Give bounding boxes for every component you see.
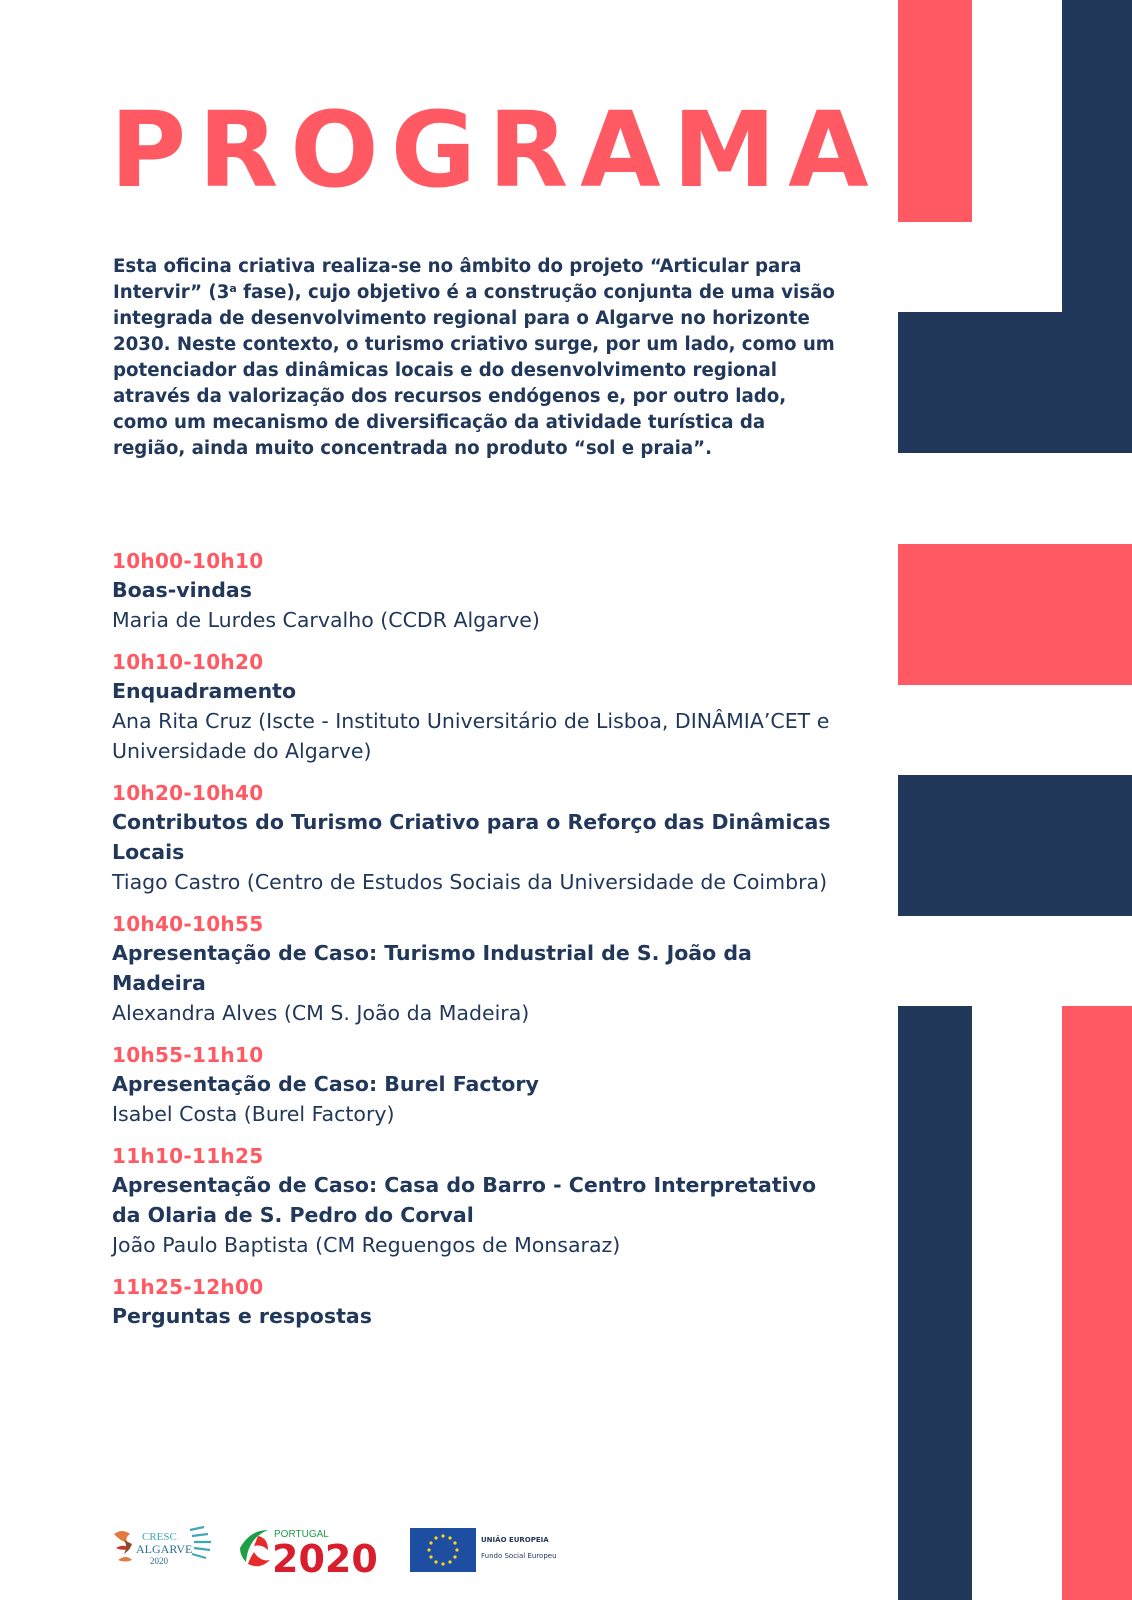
schedule-item xyxy=(112,649,847,766)
portugal-year: 2020 xyxy=(272,1537,378,1574)
session-time: 10h20-10h40 xyxy=(112,781,264,805)
session-time: 10h40-10h55 xyxy=(112,912,264,936)
session-title: Apresentação de Caso: Casa do Barro - Centro Interpretativo da Olaria de S. Pedro do Corval xyxy=(112,1173,817,1227)
session-title: Boas-vindas xyxy=(112,578,252,602)
eu-logo xyxy=(410,1528,560,1572)
decor-bar-coral-top xyxy=(898,0,972,222)
schedule-item xyxy=(112,780,847,897)
decor-bar-navy-top-horizontal xyxy=(898,312,1132,453)
session-speaker: Isabel Costa (Burel Factory) xyxy=(112,1102,395,1126)
schedule-item xyxy=(112,1274,847,1331)
cresc-line2: ALGARVE xyxy=(136,1542,193,1556)
schedule-item xyxy=(112,548,847,635)
portugal-label: PORTUGAL xyxy=(274,1529,329,1540)
session-time: 11h25-12h00 xyxy=(112,1275,264,1299)
schedule-item xyxy=(112,1143,847,1260)
cresc-algarve-logo xyxy=(112,1526,212,1572)
session-speaker: Tiago Castro (Centro de Estudos Sociais da Universidade de Coimbra) xyxy=(112,870,828,894)
intro-superscript: a xyxy=(229,282,237,295)
portugal-2020-mark-icon xyxy=(240,1530,270,1566)
intro-text-part1: Esta oficina criativa realiza-se no âmbito do projeto “Articular para Intervir” (3 xyxy=(113,256,802,303)
session-speaker: Alexandra Alves (CM S. João da Madeira) xyxy=(112,1001,530,1025)
session-time: 10h55-11h10 xyxy=(112,1043,264,1067)
cresc-line1: CRESC xyxy=(142,1531,177,1543)
session-speaker: Maria de Lurdes Carvalho (CCDR Algarve) xyxy=(112,608,540,632)
session-time: 11h10-11h25 xyxy=(112,1144,264,1168)
eu-name: UNIÃO EUROPEIA xyxy=(481,1536,549,1544)
schedule-item xyxy=(112,911,847,1028)
decor-bar-coral-bottom xyxy=(1062,1006,1132,1600)
decor-bar-coral-middle xyxy=(898,544,1132,685)
session-title: Perguntas e respostas xyxy=(112,1304,372,1328)
intro-text-part2: fase), cujo objetivo é a construção conjunta de uma visão integrada de desenvolvimento regional para o Algarve no horizonte 2030. Neste contexto, o turismo criativo surge, por um lado, como um potenciador das dinâmicas locais e do desenvolvimento regional através da valorização dos recursos endógenos e, por outro lado, como um mecanismo de diversificação da atividade turística da região, ainda muito concentrada no produto “sol e praia”. xyxy=(113,282,835,459)
session-title: Enquadramento xyxy=(112,679,297,703)
schedule-list xyxy=(112,548,847,1345)
decor-bar-navy-middle xyxy=(898,775,1132,916)
eu-fund: Fundo Social Europeu xyxy=(481,1552,557,1560)
session-time: 10h10-10h20 xyxy=(112,650,264,674)
session-time: 10h00-10h10 xyxy=(112,549,264,573)
cresc-line3: 2020 xyxy=(150,1556,168,1566)
session-speaker: João Paulo Baptista (CM Reguengos de Monsaraz) xyxy=(112,1233,621,1257)
schedule-item xyxy=(112,1042,847,1129)
page-title: PROGRAMA xyxy=(110,89,881,211)
session-title: Apresentação de Caso: Turismo Industrial de S. João da Madeira xyxy=(112,941,752,995)
decor-bar-navy-bottom xyxy=(898,1006,972,1600)
portugal-2020-logo xyxy=(238,1526,383,1574)
session-title: Apresentação de Caso: Burel Factory xyxy=(112,1072,539,1096)
intro-paragraph xyxy=(113,254,843,462)
session-title: Contributos do Turismo Criativo para o Reforço das Dinâmicas Locais xyxy=(112,810,831,864)
session-speaker: Ana Rita Cruz (Iscte - Instituto Universitário de Lisboa, DINÂMIA’CET e Universidade do Algarve) xyxy=(112,709,830,763)
